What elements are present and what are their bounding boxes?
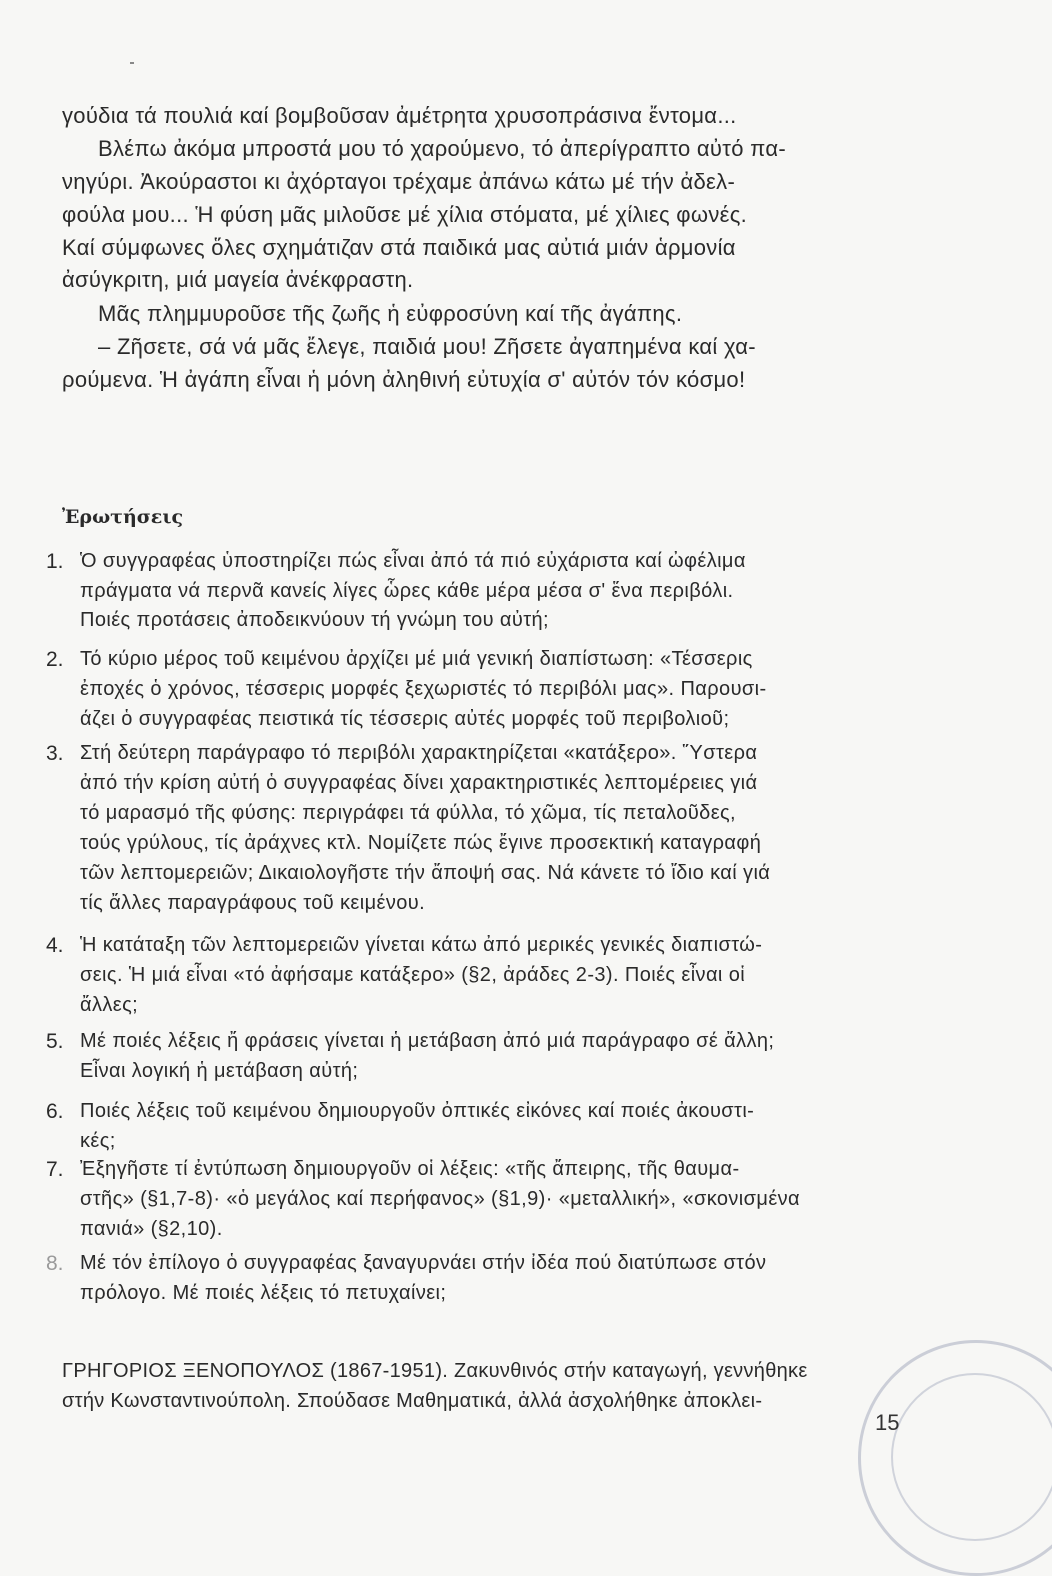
question-number: 6. [46, 1100, 64, 1123]
question-line: πρόλογο. Μέ ποιές λέξεις τό πετυχαίνει; [80, 1282, 447, 1304]
question-line: Τό κύριο μέρος τοῦ κειμένου ἀρχίζει μέ μιά γενική διαπίστωση: «Τέσσερις [80, 648, 753, 670]
question-line: τῶν λεπτομερειῶν; Δικαιολογῆστε τήν ἄποψή σας. Νά κάνετε τό ἴδιο καί γιά [80, 862, 771, 884]
prose-line: Καί σύμφωνες ὅλες σχημάτιζαν στά παιδικά μας αὐτιά μιάν ἁρμονία [62, 235, 736, 260]
question-number: 8. [46, 1252, 64, 1275]
question-number: 5. [46, 1030, 64, 1053]
prose-line: νηγύρι. Ἀκούραστοι κι ἀχόρταγοι τρέχαμε ἀπάνω κάτω μέ τήν ἀδελ- [62, 169, 736, 194]
question-line: Μέ ποιές λέξεις ἤ φράσεις γίνεται ἡ μετάβαση ἀπό μιά παράγραφο σέ ἄλλη; [80, 1030, 775, 1052]
prose-line: Μᾶς πλημμυροῦσε τῆς ζωῆς ἡ εὐφροσύνη καί τῆς ἀγάπης. [98, 301, 683, 326]
question-number: 4. [46, 934, 64, 957]
question-number: 2. [46, 648, 64, 671]
speck [130, 62, 134, 64]
question-line: Ποιές λέξεις τοῦ κειμένου δημιουργοῦν ὀπτικές εἰκόνες καί ποιές ἀκουστι- [80, 1100, 755, 1122]
question-line: κές; [80, 1130, 116, 1152]
prose-line: Βλέπω ἀκόμα μπροστά μου τό χαρούμενο, τό ἀπερίγραπτο αὐτό πα- [98, 136, 786, 161]
prose-line: ρούμενα. Ἡ ἀγάπη εἶναι ἡ μόνη ἀληθινή εὐτυχία σ' αὐτόν τόν κόσμο! [62, 367, 746, 392]
question-line: Ὁ συγγραφέας ὑποστηρίζει πώς εἶναι ἀπό τά πιό εὐχάριστα καί ὠφέλιμα [80, 550, 746, 572]
question-line: σεις. Ἡ μιά εἶναι «τό ἀφήσαμε κατάξερο» (§2, ἀράδες 2-3). Ποιές εἶναι οἱ [80, 964, 746, 986]
prose-line: φούλα μου... Ἡ φύση μᾶς μιλοῦσε μέ χίλια στόματα, μέ χίλιες φωνές. [62, 202, 748, 227]
questions-heading: Ἐρωτήσεις [62, 506, 184, 528]
question-line: ἐποχές ὁ χρόνος, τέσσερις μορφές ξεχωριστές τό περιβόλι μας». Παρουσι- [80, 678, 767, 700]
question-line: Ἐξηγῆστε τί ἐντύπωση δημιουργοῦν οἱ λέξεις: «τῆς ἄπειρης, τῆς θαυμα- [80, 1158, 740, 1180]
prose-line: – Ζῆσετε, σά νά μᾶς ἔλεγε, παιδιά μου! Ζῆσετε ἀγαπημένα καί χα- [98, 334, 756, 359]
question-line: άζει ὁ συγγραφέας πειστικά τίς τέσσερις αὐτές μορφές τοῦ περιβολιοῦ; [80, 708, 730, 730]
question-line: Ποιές προτάσεις ἀποδεικνύουν τή γνώμη του αὐτή; [80, 609, 549, 631]
question-line: στῆς» (§1,7-8)· «ὁ μεγάλος καί περήφανος» (§1,9)· «μεταλλική», «σκονισμένα [80, 1188, 800, 1210]
prose-line: γούδια τά πουλιά καί βομβοῦσαν ἀμέτρητα χρυσοπράσινα ἔντομα... [62, 103, 737, 128]
question-line: ἀπό τήν κρίση αὐτή ὁ συγγραφέας δίνει χαρακτηριστικές λεπτομέρειες γιά [80, 772, 758, 794]
question-number: 1. [46, 550, 64, 573]
bio-line: ΓΡΗΓΟΡΙΟΣ ΞΕΝΟΠΟΥΛΟΣ (1867-1951). Ζακυνθινός στήν καταγωγή, γεννήθηκε [62, 1360, 808, 1382]
bio-line: στήν Κωνσταντινούπολη. Σπούδασε Μαθηματικά, ἀλλά ἀσχολήθηκε ἀποκλει- [62, 1390, 763, 1412]
question-line: Μέ τόν ἐπίλογο ὁ συγγραφέας ξαναγυρνάει στήν ἰδέα πού διατύπωσε στόν [80, 1252, 767, 1274]
question-line: ἄλλες; [80, 994, 139, 1016]
question-line: πράγματα νά περνᾶ κανείς λίγες ὧρες κάθε μέρα μέσα σ' ἕνα περιβόλι. [80, 580, 734, 602]
question-line: Εἶναι λογική ἡ μετάβαση αὐτή; [80, 1060, 359, 1082]
question-line: Ἡ κατάταξη τῶν λεπτομερειῶν γίνεται κάτω ἀπό μερικές γενικές διαπιστώ- [80, 934, 763, 956]
question-number: 3. [46, 742, 64, 765]
question-line: Στή δεύτερη παράγραφο τό περιβόλι χαρακτηρίζεται «κατάξερο». Ὕστερα [80, 742, 758, 764]
page-number: 15 [875, 1410, 900, 1435]
question-number: 7. [46, 1158, 64, 1181]
question-line: τούς γρύλους, τίς ἀράχνες κτλ. Νομίζετε πώς ἔγινε προσεκτική καταγραφή [80, 832, 762, 854]
question-line: τό μαρασμό τῆς φύσης: περιγράφει τά φύλλα, τό χῶμα, τίς πεταλοῦδες, [80, 802, 736, 824]
prose-line: ἀσύγκριτη, μιά μαγεία ἀνέκφραστη. [62, 267, 414, 292]
library-stamp-inner-ring [891, 1373, 1052, 1541]
question-line: τίς ἄλλες παραγράφους τοῦ κειμένου. [80, 892, 426, 914]
question-line: πανιά» (§2,10). [80, 1218, 223, 1240]
